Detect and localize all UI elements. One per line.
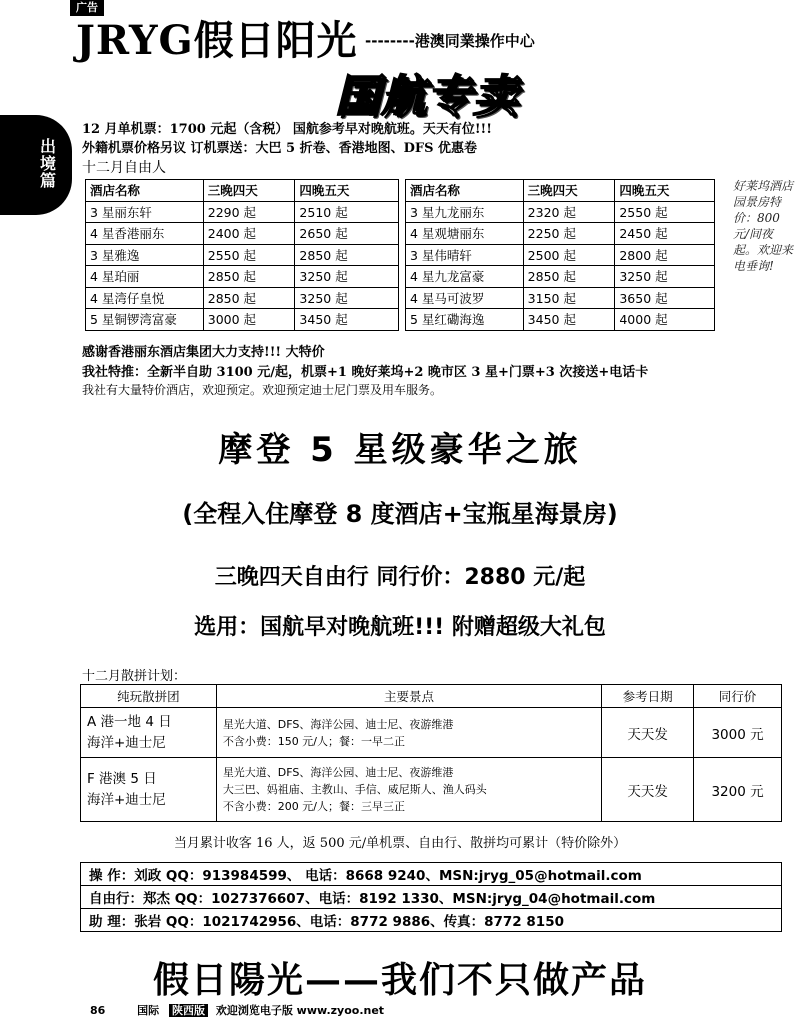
th-date: 参考日期 <box>602 685 694 708</box>
hotel-name: 4 星香港丽东 <box>86 223 204 245</box>
price: 3000 起 <box>203 309 295 331</box>
table-row <box>86 309 399 331</box>
price: 2850 起 <box>523 266 615 288</box>
price: 2320 起 <box>523 201 615 223</box>
table-row <box>406 201 715 223</box>
table-row <box>406 244 715 266</box>
hotel-name: 3 星雅逸 <box>86 244 204 266</box>
tour-price: 3000 元 <box>694 708 782 758</box>
table-row <box>86 201 399 223</box>
tour-spots: 不含小费：150 元/人；餐：一早二正 <box>222 734 406 748</box>
price: 2510 起 <box>295 201 399 223</box>
intro-line-2: 外籍机票价格另议 订机票送：大巴 5 折卷、香港地图、DFS 优惠卷 <box>82 141 478 156</box>
promo-subtitle: (全程入住摩登 8 度酒店+宝瓶星海景房) <box>182 500 618 528</box>
price: 2290 起 <box>203 201 295 223</box>
subtitle: --------港澳同業操作中心 <box>365 32 535 50</box>
table-row <box>81 909 782 932</box>
hotel-name: 3 星九龙丽东 <box>406 201 524 223</box>
table-row <box>406 223 715 245</box>
tour-price: 3200 元 <box>694 758 782 822</box>
promo-price: 三晚四天自由行 同行价：2880 元/起 <box>214 565 586 590</box>
footer-section: 国际 <box>137 1004 160 1017</box>
price: 3450 起 <box>295 309 399 331</box>
tour-spots: 不含小费：200 元/人；餐：三早三正 <box>222 800 406 813</box>
contact-assistant: 助 理：张岩 QQ：1021742956、电话：8772 9886、传真：8772 8150 <box>81 909 782 932</box>
section-tab-label: 出境篇 <box>40 137 57 190</box>
ad-tag: 广告 <box>70 0 104 16</box>
table-row <box>406 266 715 288</box>
th-3n4d: 三晚四天 <box>523 180 615 202</box>
table-header <box>406 180 715 202</box>
special-line-1: 感谢香港丽东酒店集团大力支持!!! 大特价 <box>82 345 325 360</box>
banner-title: 国航专卖 <box>335 71 519 122</box>
table-header <box>86 180 399 202</box>
intro-line-1: 12 月单机票：1700 元起（含税） 国航参考早对晚航班。天天有位!!! <box>82 122 492 137</box>
th-4n5d: 四晚五天 <box>615 180 715 202</box>
page-number: 86 <box>90 1004 106 1017</box>
price: 3650 起 <box>615 287 715 309</box>
hotel-name: 3 星伟晴轩 <box>406 244 524 266</box>
price: 3250 起 <box>295 287 399 309</box>
hotel-name: 4 星马可波罗 <box>406 287 524 309</box>
th-hotel: 酒店名称 <box>86 180 204 202</box>
tour-name: F 港澳 5 日 <box>87 770 157 787</box>
hotel-name: 4 星观塘丽东 <box>406 223 524 245</box>
price: 4000 起 <box>615 309 715 331</box>
tour-date: 天天发 <box>602 758 694 822</box>
section-tab <box>0 115 72 215</box>
table-row <box>86 266 399 288</box>
th-tour: 纯玩散拼团 <box>81 685 217 708</box>
hotel-name: 4 星九龙富豪 <box>406 266 524 288</box>
price: 2400 起 <box>203 223 295 245</box>
hotel-name: 4 星珀丽 <box>86 266 204 288</box>
price: 3150 起 <box>523 287 615 309</box>
table-row <box>406 287 715 309</box>
price: 2550 起 <box>203 244 295 266</box>
table-row <box>406 309 715 331</box>
table-row <box>81 863 782 886</box>
price: 3250 起 <box>295 266 399 288</box>
price: 3250 起 <box>615 266 715 288</box>
special-line-2: 我社特推：全新半自助 3100 元/起，机票+1 晚好莱坞+2 晚市区 3 星+门票+3 次接送+电话卡 <box>82 365 649 380</box>
hotel-table-left <box>85 179 399 331</box>
price: 2250 起 <box>523 223 615 245</box>
tour-name-sub: 海洋+迪士尼 <box>87 734 166 751</box>
hotel-name: 3 星丽东轩 <box>86 201 204 223</box>
footer-website: 欢迎浏览电子版 www.zyoo.net <box>215 1004 385 1017</box>
footer-edition: 陕西版 <box>169 1004 208 1017</box>
table-row <box>81 708 782 758</box>
hotel-name: 5 星铜锣湾富豪 <box>86 309 204 331</box>
contact-free-travel: 自由行：郑杰 QQ：1027376607、电话：8192 1330、MSN:jryg_04@hotmail.com <box>81 886 782 909</box>
hotel-name: 5 星红磡海逸 <box>406 309 524 331</box>
hotel-table-right <box>405 179 715 331</box>
price: 2800 起 <box>615 244 715 266</box>
table-header <box>81 685 782 708</box>
tour-spots: 星光大道、DFS、海洋公园、迪士尼、夜游维港 <box>222 766 454 779</box>
table-row <box>86 244 399 266</box>
footer <box>90 1002 384 1018</box>
th-hotel: 酒店名称 <box>406 180 524 202</box>
contact-table <box>80 862 782 932</box>
tour-note: 当月累计收客 16 人，返 500 元/单机票、自由行、散拼均可累计（特价除外） <box>173 836 627 851</box>
table-row <box>81 886 782 909</box>
price: 2850 起 <box>295 244 399 266</box>
price: 2550 起 <box>615 201 715 223</box>
th-3n4d: 三晚四天 <box>203 180 295 202</box>
special-line-3: 我社有大量特价酒店，欢迎预定。欢迎预定迪士尼门票及用车服务。 <box>82 383 443 397</box>
tour-date: 天天发 <box>602 708 694 758</box>
table-row <box>86 287 399 309</box>
th-4n5d: 四晚五天 <box>295 180 399 202</box>
price: 2450 起 <box>615 223 715 245</box>
price: 2850 起 <box>203 266 295 288</box>
promo-title: 摩登 5 星级豪华之旅 <box>218 430 582 470</box>
contact-operator: 操 作：刘政 QQ：913984599、 电话：8668 9240、MSN:jryg_05@hotmail.com <box>81 863 782 886</box>
th-spots: 主要景点 <box>216 685 601 708</box>
tour-spots: 星光大道、DFS、海洋公园、迪士尼、夜游维港 <box>222 717 454 731</box>
price: 2850 起 <box>203 287 295 309</box>
table-row <box>81 758 782 822</box>
promo-flight: 选用：国航早对晚航班!!! 附赠超级大礼包 <box>194 615 606 640</box>
tour-label: 十二月散拼计划： <box>82 669 187 684</box>
th-price: 同行价 <box>694 685 782 708</box>
tour-spots: 大三巴、妈祖庙、主教山、手信、威尼斯人、渔人码头 <box>222 783 487 796</box>
intro-line-3: 十二月自由人 <box>82 160 166 176</box>
slogan: 假日陽光——我们不只做产品 <box>152 959 647 1001</box>
tour-name-sub: 海洋+迪士尼 <box>87 791 166 808</box>
tour-table <box>80 684 782 822</box>
tour-name: A 港一地 4 日 <box>87 713 172 730</box>
table-row <box>86 223 399 245</box>
price: 2500 起 <box>523 244 615 266</box>
logo: JRYG假日阳光 <box>76 17 358 64</box>
price: 2650 起 <box>295 223 399 245</box>
hotel-name: 4 星湾仔皇悦 <box>86 287 204 309</box>
price: 3450 起 <box>523 309 615 331</box>
side-note: 好莱坞酒店园景房特价：800元/间夜起。欢迎来电垂询! <box>733 179 794 273</box>
